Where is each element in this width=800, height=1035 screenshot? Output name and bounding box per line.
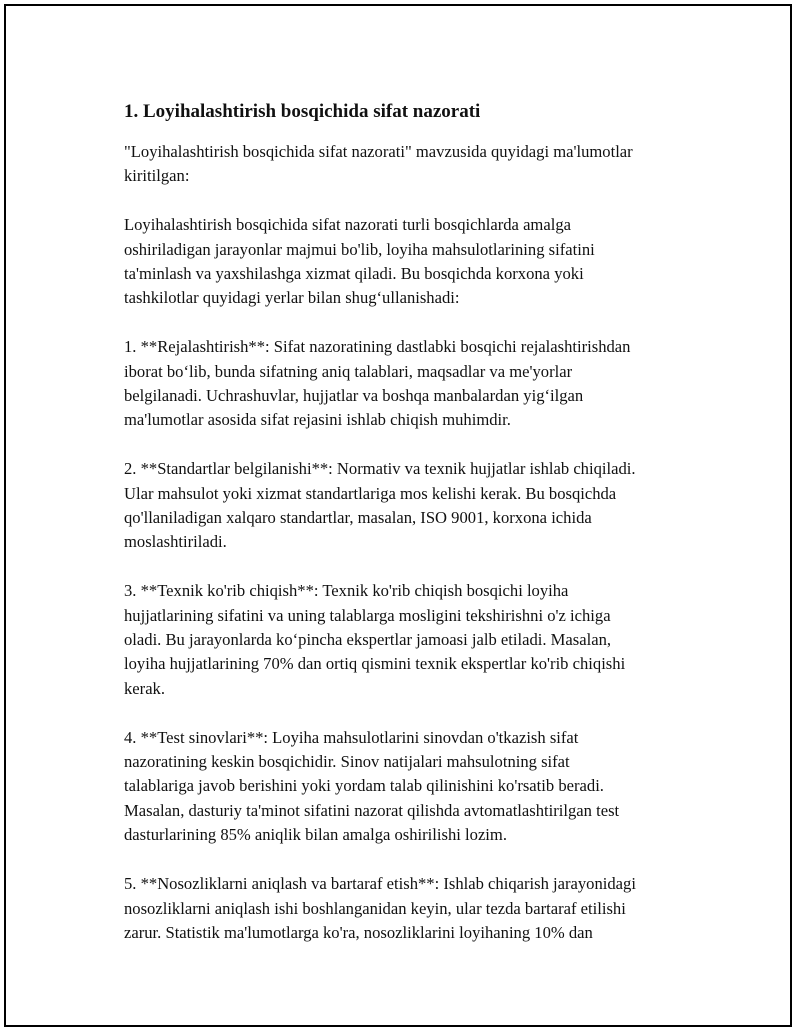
- text-line: oshiriladigan jarayonlar majmui bo'lib, loyiha mahsulotlarining sifatini: [124, 239, 595, 259]
- text-line: tashkilotlar quyidagi yerlar bilan shug‘ullanishadi:: [124, 288, 460, 308]
- document-heading: 1. Loyihalashtirish bosqichida sifat nazorati: [124, 101, 481, 122]
- text-line: qo'llaniladigan xalqaro standartlar, masalan, ISO 9001, korxona ichida: [124, 508, 592, 528]
- text-line: Ular mahsulot yoki xizmat standartlariga mos kelishi kerak. Bu bosqichda: [124, 483, 617, 503]
- text-line: 4. **Test sinovlari**: Loyiha mahsulotlarini sinovdan o'tkazish sifat: [124, 727, 579, 747]
- list-item-nosozliklar: [124, 872, 714, 945]
- text-line: kerak.: [124, 678, 165, 698]
- overview-paragraph: [124, 213, 714, 311]
- text-line: 3. **Texnik ko'rib chiqish**: Texnik ko'rib chiqish bosqichi loyiha: [124, 581, 569, 601]
- text-line: zarur. Statistik ma'lumotlarga ko'ra, nosozliklarini loyihaning 10% dan: [124, 922, 593, 942]
- document-body: [124, 100, 714, 970]
- text-line: kiritilgan:: [124, 166, 190, 186]
- text-line: ta'minlash va yaxshilashga xizmat qiladi. Bu bosqichda korxona yoki: [124, 264, 584, 284]
- text-line: ma'lumotlar asosida sifat rejasini ishlab chiqish muhimdir.: [124, 410, 511, 430]
- list-item-rejalashtirish: [124, 335, 714, 433]
- page-frame: [4, 4, 792, 1027]
- text-line: Loyihalashtirish bosqichida sifat nazorati turli bosqichlarda amalga: [124, 215, 571, 235]
- list-item-standartlar: [124, 457, 714, 555]
- text-line: nosozliklarni aniqlash ishi boshlanganidan keyin, ular tezda bartaraf etilishi: [124, 898, 626, 918]
- list-item-texnik-korib-chiqish: [124, 579, 714, 701]
- text-line: 5. **Nosozliklarni aniqlash va bartaraf etish**: Ishlab chiqarish jarayonidagi: [124, 874, 636, 894]
- text-line: oladi. Bu jarayonlarda ko‘pincha ekspertlar jamoasi jalb etiladi. Masalan,: [124, 630, 612, 650]
- text-line: loyiha hujjatlarining 70% dan ortiq qismini texnik ekspertlar ko'rib chiqishi: [124, 654, 626, 674]
- text-line: talablariga javob berishini yoki yordam talab qilinishini ko'rsatib beradi.: [124, 776, 604, 796]
- text-line: hujjatlarining sifatini va uning talablarga mosligini tekshirishni o'z ichiga: [124, 605, 611, 625]
- text-line: Masalan, dasturiy ta'minot sifatini nazorat qilishda avtomatlashtirilgan test: [124, 800, 620, 820]
- list-item-test-sinovlari: [124, 726, 714, 848]
- text-line: iborat bo‘lib, bunda sifatning aniq talablari, maqsadlar va me'yorlar: [124, 361, 573, 381]
- text-line: dasturlarining 85% aniqlik bilan amalga oshirilishi lozim.: [124, 825, 507, 845]
- text-line: "Loyihalashtirish bosqichida sifat nazorati" mavzusida quyidagi ma'lumotlar: [124, 142, 633, 161]
- text-line: 2. **Standartlar belgilanishi**: Normativ va texnik hujjatlar ishlab chiqiladi.: [124, 459, 636, 479]
- text-line: belgilanadi. Uchrashuvlar, hujjatlar va boshqa manbalardan yig‘ilgan: [124, 386, 584, 406]
- intro-paragraph: [124, 140, 714, 189]
- text-line: 1. **Rejalashtirish**: Sifat nazoratining dastlabki bosqichi rejalashtirishdan: [124, 337, 631, 357]
- text-line: moslashtiriladi.: [124, 532, 227, 552]
- text-line: nazoratining keskin bosqichidir. Sinov natijalari mahsulotning sifat: [124, 752, 570, 772]
